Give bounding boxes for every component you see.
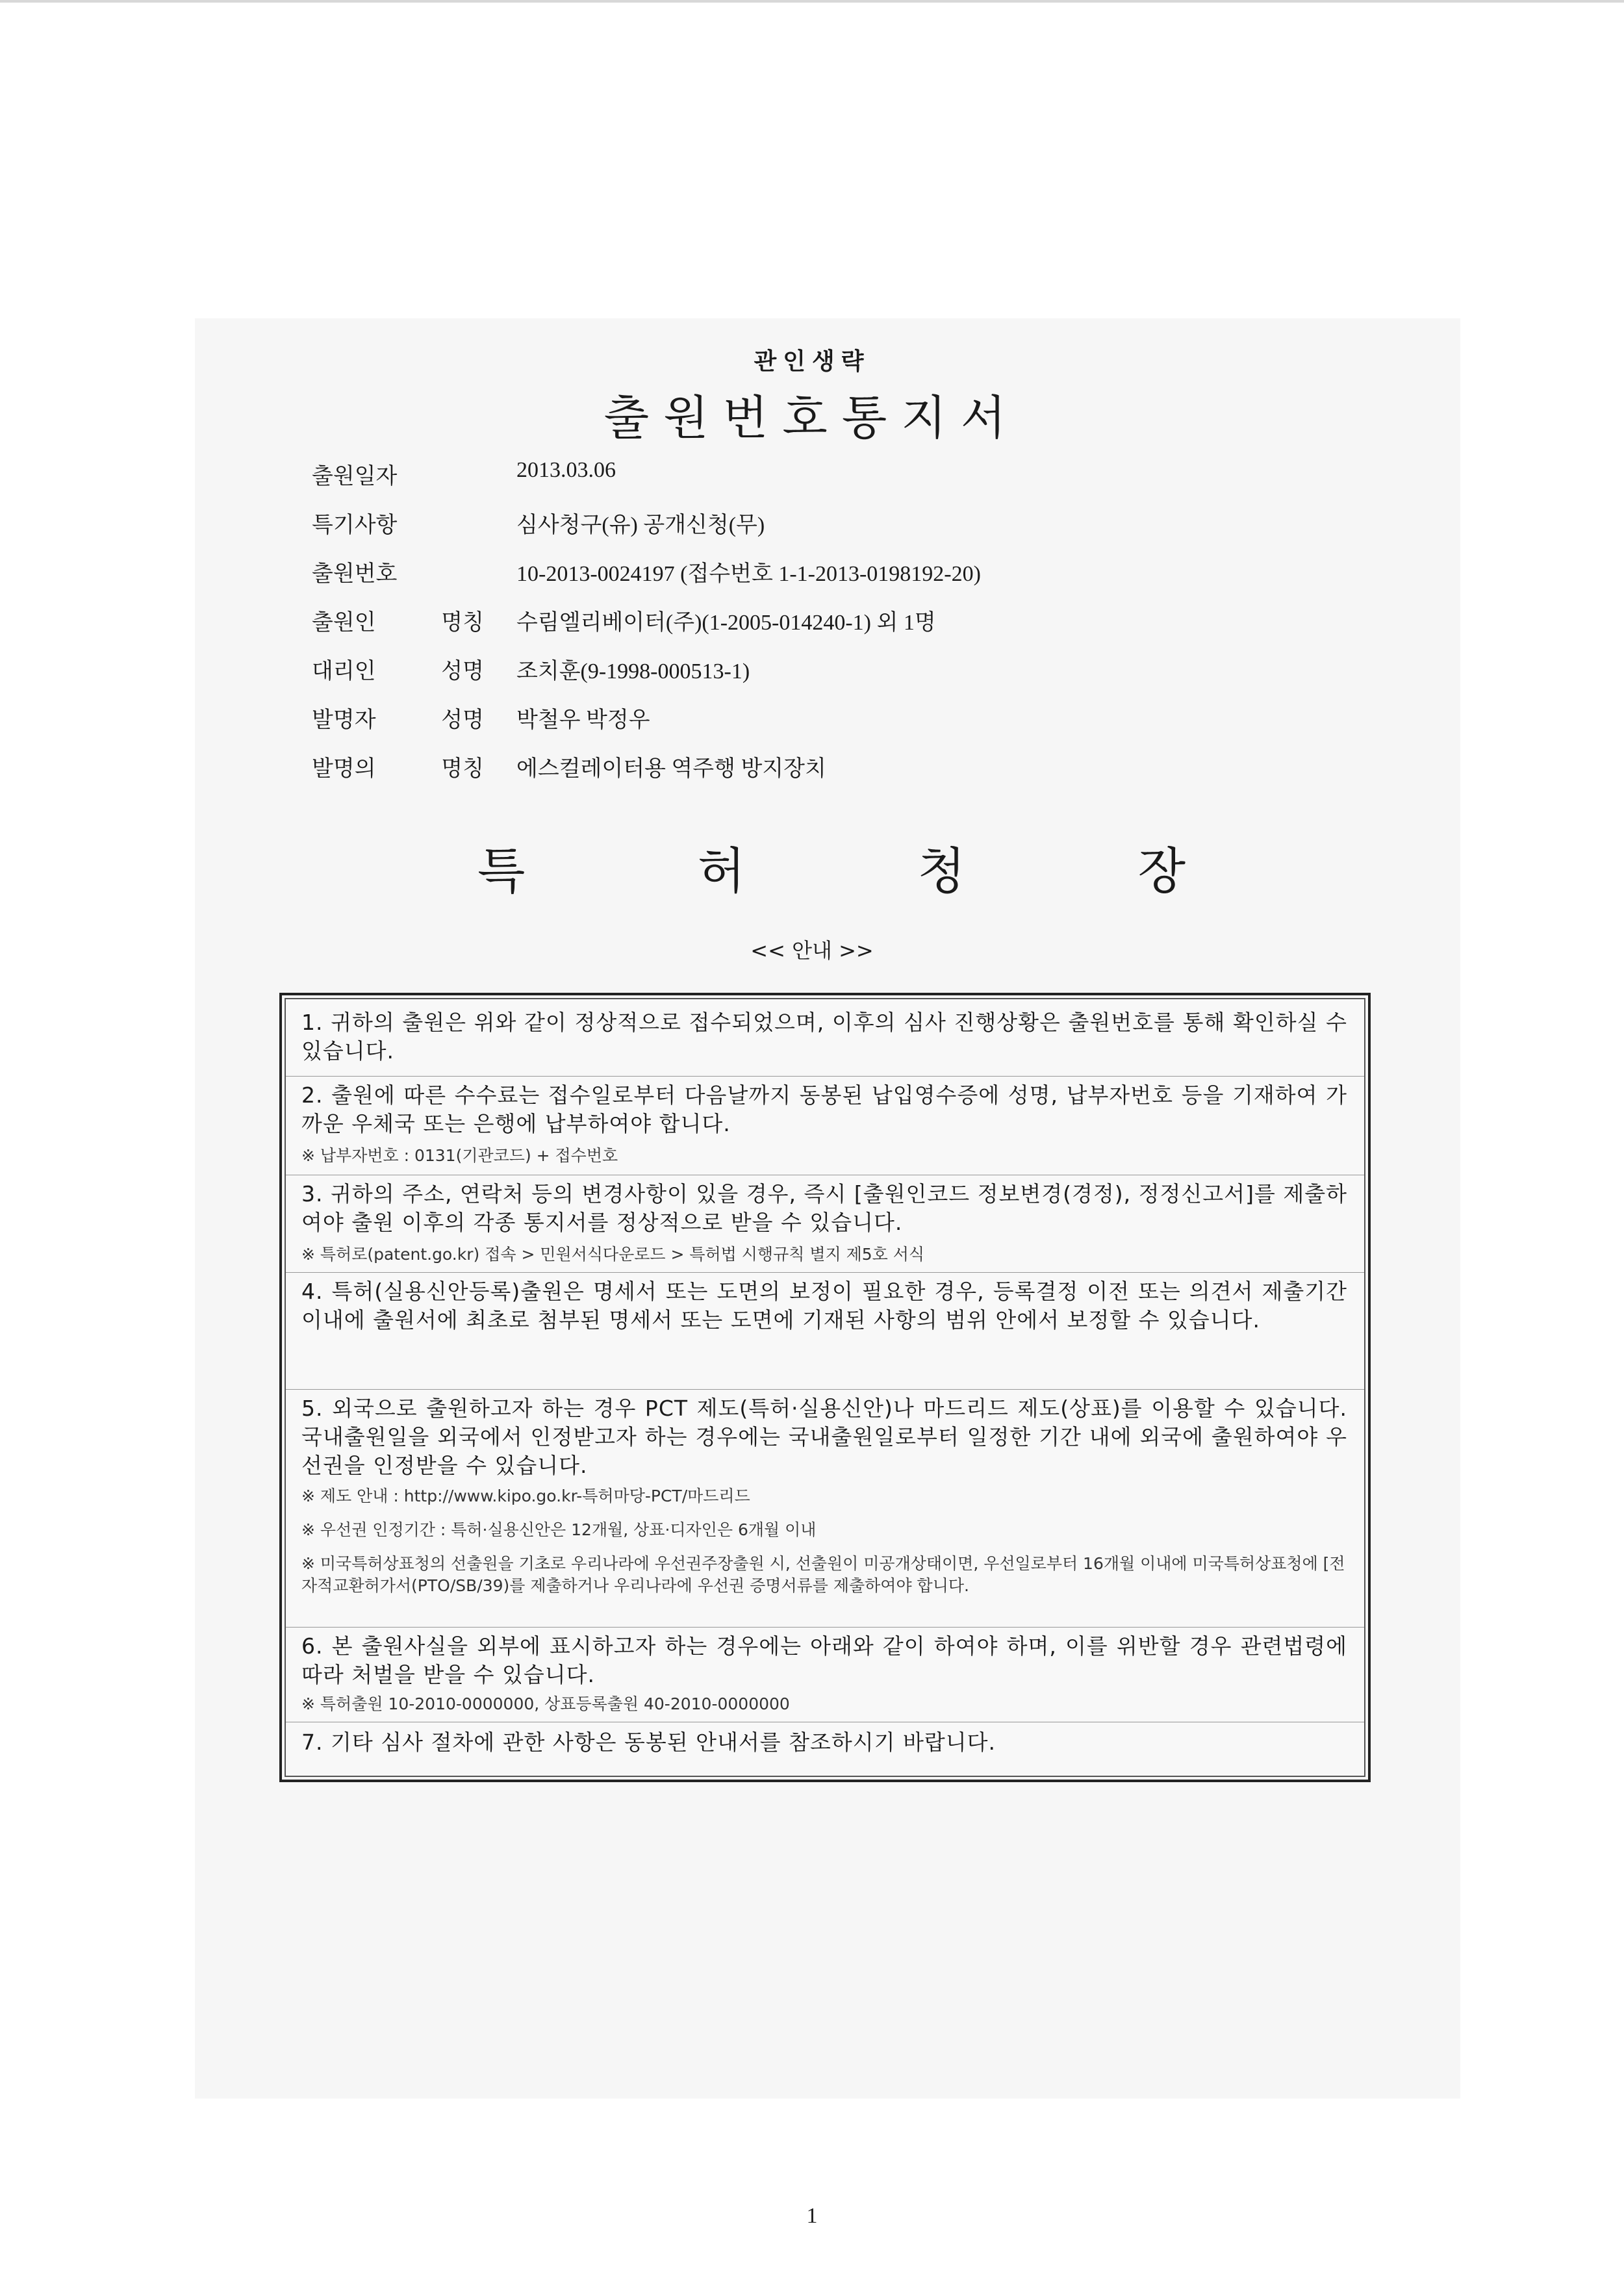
agent-value: 조치훈(9-1998-000513-1) — [516, 659, 750, 683]
guide-divider — [286, 1389, 1364, 1390]
guide-item-6: 6. 본 출원사실을 외부에 표시하고자 하는 경우에는 아래와 같이 하여야 하며, 이를 위반할 경우 관련법령에 따라 처벌을 받을 수 있습니다. — [301, 1633, 1347, 1687]
filing-date-label: 출원일자 — [312, 463, 398, 489]
guide-heading: << 안내 >> — [750, 938, 874, 963]
guide-note-2: ※ 납부자번호 : 0131(기관코드) + 접수번호 — [301, 1146, 618, 1165]
guide-item-1: 1. 귀하의 출원은 위와 같이 정상적으로 접수되었으며, 이후의 심사 진행상황은 출원번호를 통해 확인하실 수 있습니다. — [301, 1010, 1347, 1064]
invention-title-label: 발명의 명칭 — [312, 756, 484, 782]
guide-divider — [286, 1272, 1364, 1273]
filing-date-value: 2013.03.06 — [516, 458, 616, 482]
inventor-value: 박철우 박정우 — [516, 708, 650, 732]
guide-item-5: 5. 외국으로 출원하고자 하는 경우 PCT 제도(특허·실용신안)나 마드리드 제도(상표)를 이용할 수 있습니다. 국내출원일을 외국에서 인정받고자 하는 경우에는 국내출원일로부터 일정한 기간 내에 외국에 출원하여야 우선권을 인정받을 수 있습니다. — [301, 1396, 1347, 1478]
commissioner-char: 청 — [917, 842, 966, 900]
guide-divider — [286, 1627, 1364, 1628]
document-title: 출원번호통지서 — [603, 390, 1021, 445]
seal-omitted-note: 관인생략 — [754, 348, 870, 375]
guide-note-5b: ※ 우선권 인정기간 : 특허·실용신안은 12개월, 상표·디자인은 6개월 이내 — [301, 1520, 817, 1539]
commissioner-char: 장 — [1137, 842, 1186, 900]
commissioner-signature — [477, 832, 1186, 902]
application-number-label: 출원번호 — [312, 561, 398, 587]
guide-note-5c: ※ 미국특허상표청의 선출원을 기초로 우리나라에 우선권주장출원 시, 선출원이 미공개상태이면, 우선일로부터 16개월 이내에 미국특허상표청에 [전자적교환허가서(PTO/SB/39)를 제출하거나 우리나라에 우선권 증명서류를 제출하여야 합니다. — [301, 1554, 1345, 1595]
guide-box — [279, 993, 1371, 1782]
guide-item-7: 7. 기타 심사 절차에 관한 사항은 동봉된 안내서를 참조하시기 바랍니다. — [301, 1730, 996, 1755]
guide-note-5a: ※ 제도 안내 : http://www.kipo.go.kr-특허마당-PCT/마드리드 — [301, 1487, 750, 1505]
applicant-value: 수림엘리베이터(주)(1-2005-014240-1) 외 1명 — [516, 611, 936, 635]
guide-divider — [286, 1076, 1364, 1077]
guide-box-inner — [285, 998, 1365, 1777]
commissioner-char: 허 — [697, 842, 746, 900]
guide-item-2: 2. 출원에 따른 수수료는 접수일로부터 다음날까지 동봉된 납입영수증에 성명, 납부자번호 등을 기재하여 가까운 우체국 또는 은행에 납부하여야 합니다. — [301, 1082, 1347, 1136]
scan-edge — [0, 0, 1624, 3]
application-number-value: 10-2013-0024197 (접수번호 1-1-2013-0198192-20) — [516, 562, 981, 586]
guide-note-6: ※ 특허출원 10-2010-0000000, 상표등록출원 40-2010-0000000 — [301, 1694, 790, 1713]
invention-title-value: 에스컬레이터용 역주행 방지장치 — [516, 757, 826, 781]
remarks-label: 특기사항 — [312, 512, 398, 538]
commissioner-char: 특 — [477, 842, 526, 900]
applicant-label: 출원인 명칭 — [312, 609, 484, 635]
agent-label: 대리인 성명 — [312, 658, 484, 684]
guide-item-4: 4. 특허(실용신안등록)출원은 명세서 또는 도면의 보정이 필요한 경우, 등록결정 이전 또는 의견서 제출기간 이내에 출원서에 최초로 첨부된 명세서 또는 도면에 기재된 사항의 범위 안에서 보정할 수 있습니다. — [301, 1279, 1347, 1333]
guide-item-3: 3. 귀하의 주소, 연락처 등의 변경사항이 있을 경우, 즉시 [출원인코드 정보변경(경정), 정정신고서]를 제출하여야 출원 이후의 각종 통지서를 정상적으로 받을 수 있습니다. — [301, 1181, 1347, 1235]
guide-note-3: ※ 특허로(patent.go.kr) 접속 > 민원서식다운로드 > 특허법 시행규칙 별지 제5호 서식 — [301, 1245, 925, 1264]
remarks-value: 심사청구(유) 공개신청(무) — [516, 513, 765, 537]
page-number: 1 — [806, 2204, 818, 2228]
inventor-label: 발명자 성명 — [312, 707, 484, 733]
